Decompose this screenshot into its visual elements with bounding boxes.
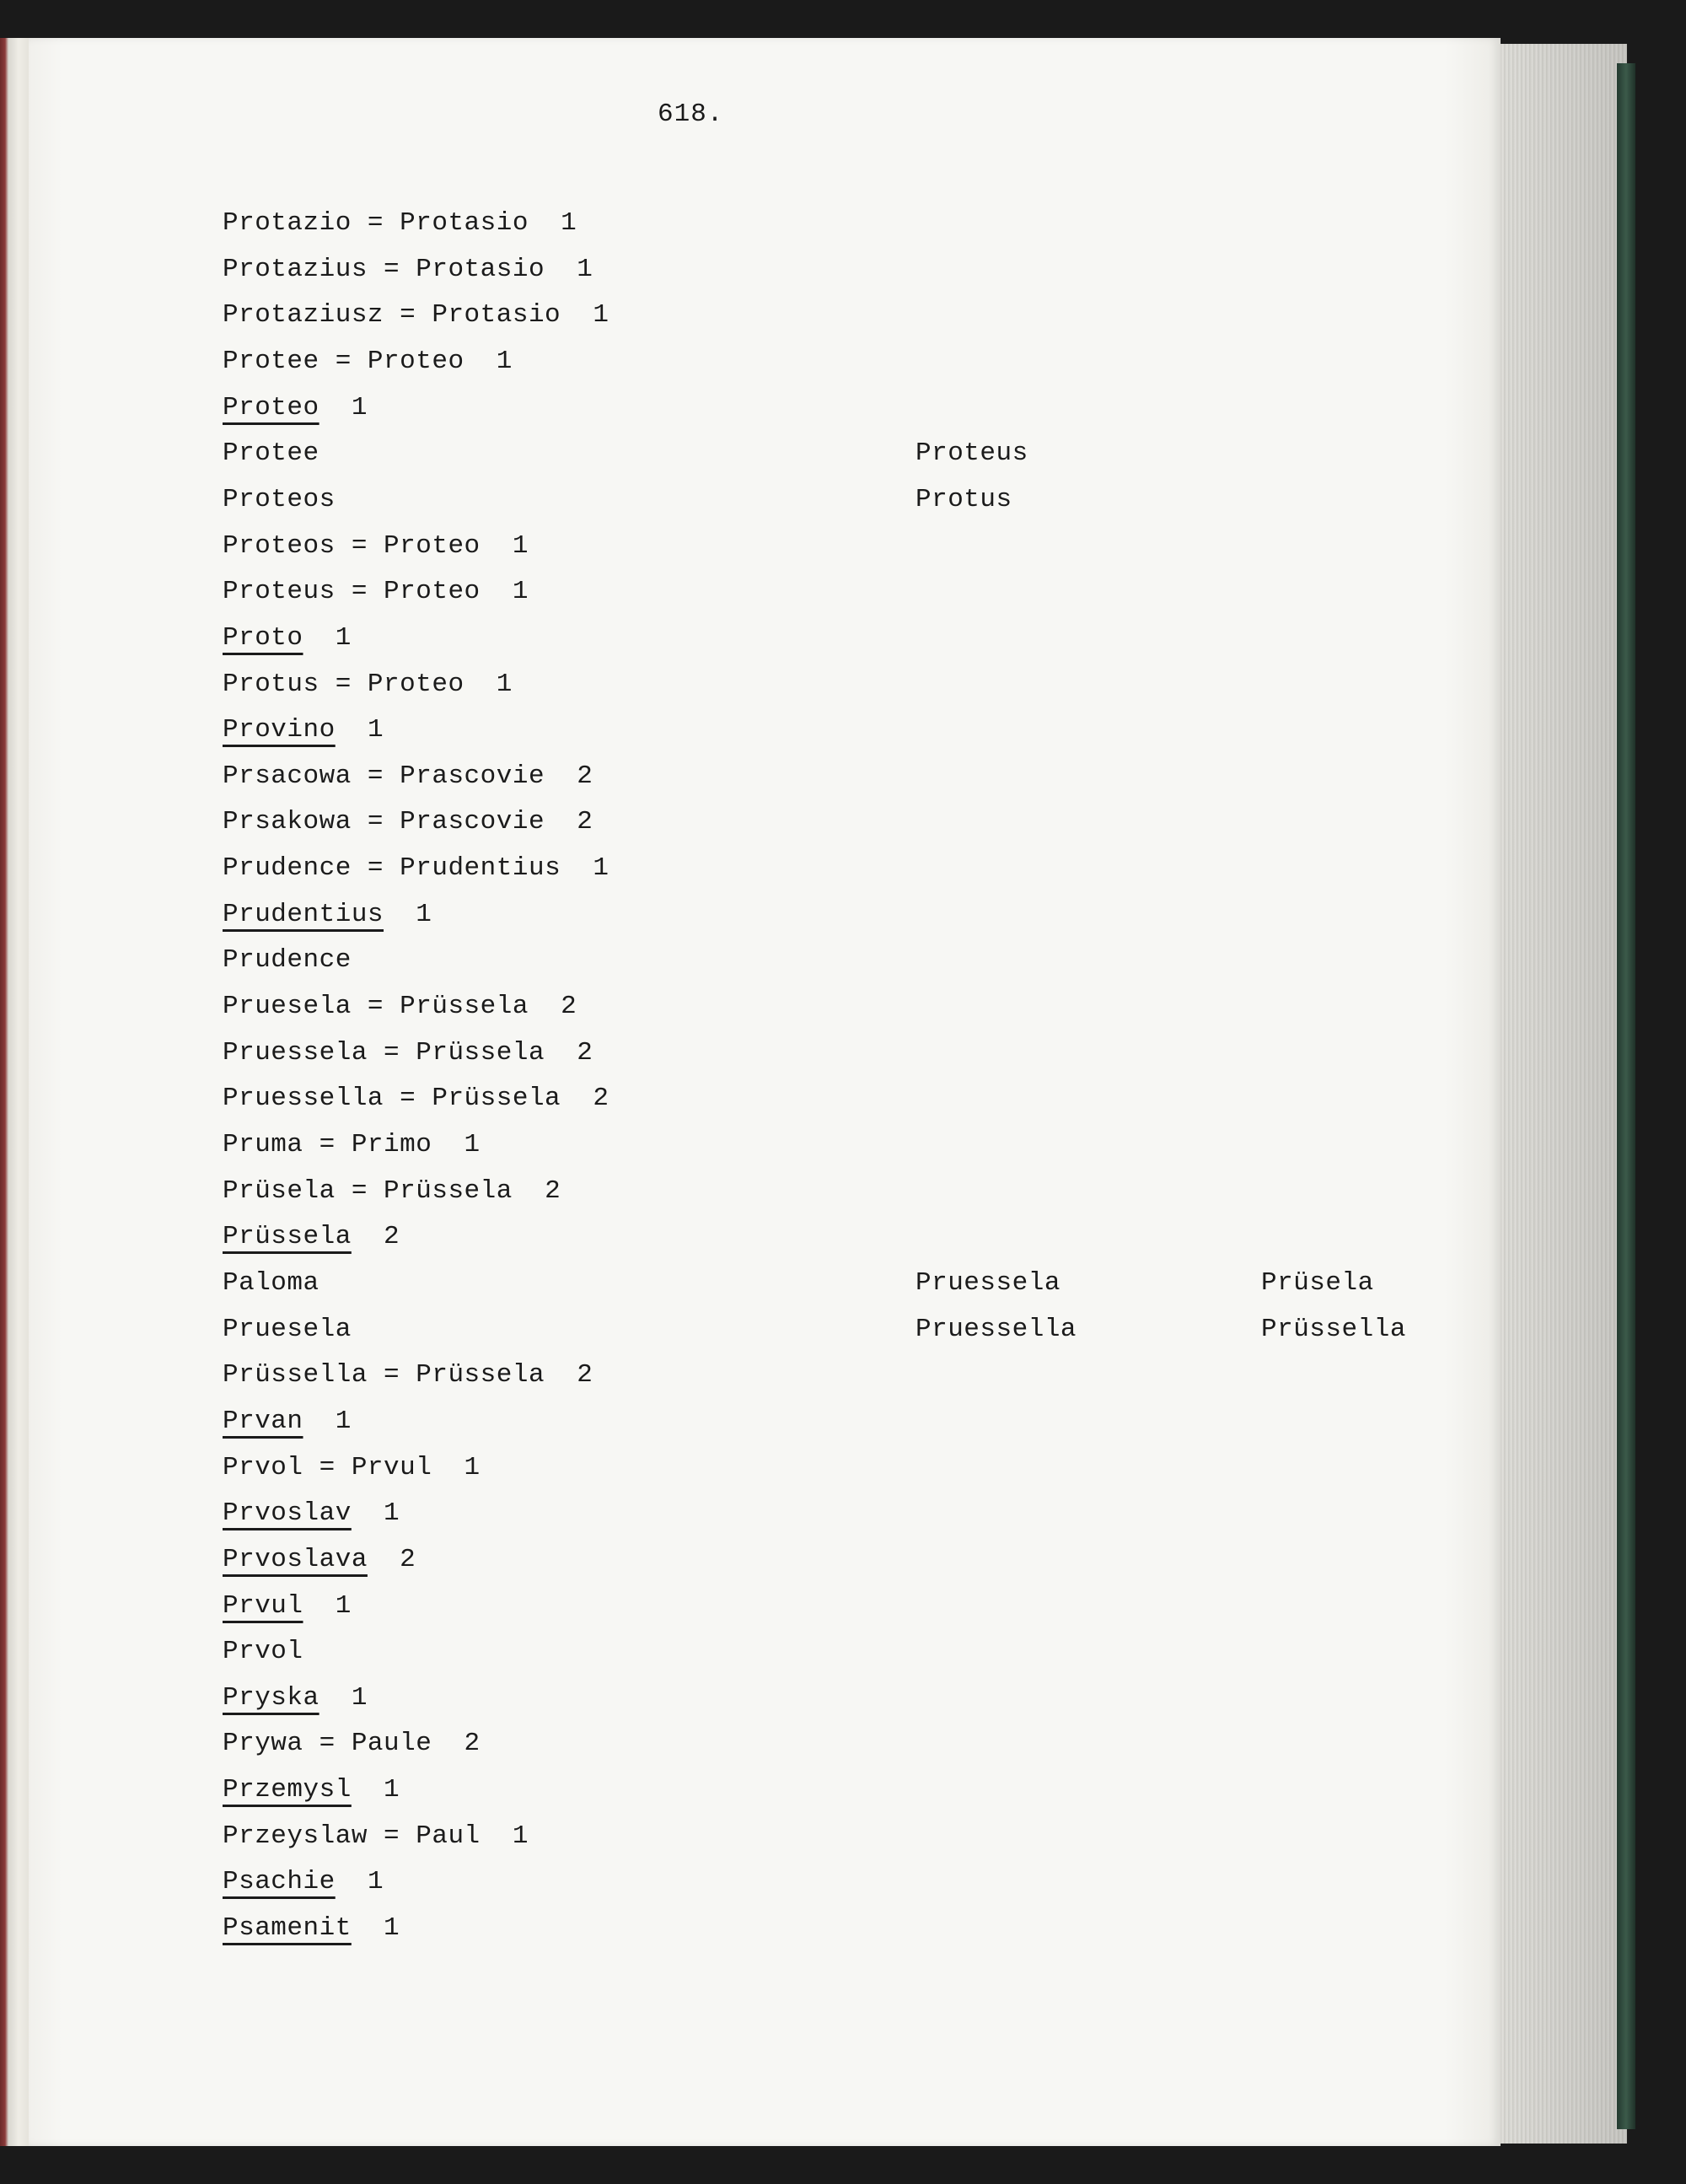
entry-text: = Protasio 1: [384, 300, 609, 330]
index-entry: [223, 1497, 400, 1530]
page-stack-shadow: [1501, 44, 1627, 2144]
index-entry: [223, 1405, 352, 1439]
entry-text: = Proteo 1: [335, 577, 529, 606]
entry-text: 2: [351, 1222, 400, 1251]
entry-headword: Pryska: [223, 1683, 319, 1713]
entry-headword: Prüssela: [223, 1222, 352, 1251]
entry-text: 1: [335, 715, 384, 745]
entry-text: Prywa: [223, 1729, 303, 1758]
entry-text: Proteos: [223, 485, 336, 514]
index-entry: [223, 1267, 319, 1300]
index-entry: [223, 1036, 593, 1070]
page-number: 618.: [658, 100, 724, 129]
entry-text: = Prüssela 2: [367, 1360, 593, 1390]
entry-text: Pruessella: [223, 1084, 384, 1113]
entry-text: = Paul 1: [367, 1821, 529, 1851]
index-entry: [223, 1820, 529, 1853]
variant-column-2: Protus: [915, 485, 1012, 514]
index-entry: [223, 1082, 609, 1116]
entry-text: 1: [303, 1407, 352, 1436]
index-entry: [223, 437, 319, 471]
entry-headword: Proto: [223, 623, 303, 653]
entry-text: = Paule 2: [303, 1729, 481, 1758]
index-entry: [223, 713, 384, 747]
entry-text: = Proteo 1: [335, 531, 529, 561]
index-entry: [223, 1912, 400, 1945]
entry-headword: Prvul: [223, 1591, 303, 1621]
index-entry: [223, 852, 609, 885]
entry-text: Prsakowa: [223, 807, 352, 836]
variant-column-2: Proteus: [915, 438, 1028, 468]
index-entry: [223, 1451, 481, 1485]
entry-text: Prüsela: [223, 1176, 336, 1206]
entry-text: Przeyslaw: [223, 1821, 368, 1851]
variant-column-2: Pruessela: [915, 1268, 1060, 1298]
index-entry: [223, 391, 368, 425]
entry-text: 1: [303, 623, 352, 653]
entry-text: Prudence: [223, 945, 352, 975]
variant-column-2: Pruessella: [915, 1315, 1077, 1344]
index-entry: [223, 668, 513, 702]
entry-text: = Primo 1: [303, 1130, 481, 1159]
entry-text: = Proteo 1: [319, 670, 513, 699]
index-entry: [223, 530, 529, 563]
entry-text: = Prvul 1: [303, 1453, 481, 1482]
entry-text: Protee: [223, 347, 319, 376]
index-entry: [223, 1773, 400, 1807]
entry-text: 1: [384, 900, 432, 929]
entry-text: 1: [351, 1498, 400, 1528]
variant-column-3: Prüssella: [1261, 1315, 1406, 1344]
index-entry: [223, 1727, 481, 1761]
entry-text: Pruesela: [223, 1315, 352, 1344]
index-entry: [223, 1635, 303, 1669]
entry-text: Proteos: [223, 531, 336, 561]
index-entry: [223, 898, 432, 932]
entry-text: = Prudentius 1: [351, 853, 609, 883]
entry-text: Protazius: [223, 255, 368, 284]
index-entry: [223, 575, 529, 609]
entry-headword: Prvoslava: [223, 1545, 368, 1574]
entry-text: Prvol: [223, 1637, 303, 1666]
entry-headword: Psachie: [223, 1867, 336, 1896]
variant-column-3: Prüsela: [1261, 1268, 1374, 1298]
index-entry: [223, 760, 593, 793]
index-entry: [223, 621, 352, 655]
entry-text: Pruesela: [223, 992, 352, 1021]
index-entry: [223, 207, 577, 240]
entry-text: Prvol: [223, 1453, 303, 1482]
index-entry: [223, 1313, 352, 1347]
entry-text: 1: [303, 1591, 352, 1621]
index-entry: [223, 1358, 593, 1392]
entry-text: Protazio: [223, 208, 352, 238]
entry-text: Pruessela: [223, 1038, 368, 1068]
index-entry: [223, 990, 577, 1024]
entry-headword: Proteo: [223, 393, 319, 422]
index-entry: [223, 1681, 368, 1715]
index-entry: [223, 1175, 561, 1208]
index-entry: [223, 1590, 352, 1623]
entry-text: 1: [351, 1913, 400, 1943]
entry-headword: Prudentius: [223, 900, 384, 929]
index-entry: [223, 253, 593, 287]
index-entry: [223, 1220, 400, 1254]
entry-headword: Prvoslav: [223, 1498, 352, 1528]
entry-headword: Provino: [223, 715, 336, 745]
entry-text: = Prüssela 2: [351, 992, 577, 1021]
index-entry: [223, 1865, 384, 1899]
index-entry: [223, 805, 593, 839]
entry-text: = Prüssela 2: [335, 1176, 561, 1206]
index-entry: [223, 1543, 416, 1577]
entry-headword: Psamenit: [223, 1913, 352, 1943]
entry-text: 1: [319, 1683, 368, 1713]
index-entry: [223, 483, 336, 517]
book-cover-edge: [1617, 63, 1635, 2129]
entry-text: = Protasio 1: [351, 208, 577, 238]
entry-text: = Protasio 1: [367, 255, 593, 284]
entry-headword: Prvan: [223, 1407, 303, 1436]
entry-text: 2: [367, 1545, 416, 1574]
entry-text: Proteus: [223, 577, 336, 606]
entry-text: Paloma: [223, 1268, 319, 1298]
index-entry: [223, 944, 352, 977]
index-entry: [223, 299, 609, 332]
entry-text: = Prascovie 2: [351, 761, 593, 791]
entry-text: = Prüssela 2: [384, 1084, 609, 1113]
index-entry: [223, 1128, 481, 1162]
entry-headword: Przemysl: [223, 1775, 352, 1805]
entry-text: = Proteo 1: [319, 347, 513, 376]
entry-text: Pruma: [223, 1130, 303, 1159]
index-entry: [223, 345, 513, 379]
entry-text: 1: [335, 1867, 384, 1896]
entry-text: Prudence: [223, 853, 352, 883]
entry-text: = Prascovie 2: [351, 807, 593, 836]
entry-text: Protee: [223, 438, 319, 468]
entry-text: 1: [319, 393, 368, 422]
entry-text: 1: [351, 1775, 400, 1805]
entry-text: Prsacowa: [223, 761, 352, 791]
book-left-edge: [0, 38, 29, 2146]
entry-text: Protus: [223, 670, 319, 699]
entry-text: Protaziusz: [223, 300, 384, 330]
entry-text: = Prüssela 2: [367, 1038, 593, 1068]
entry-text: Prüssella: [223, 1360, 368, 1390]
